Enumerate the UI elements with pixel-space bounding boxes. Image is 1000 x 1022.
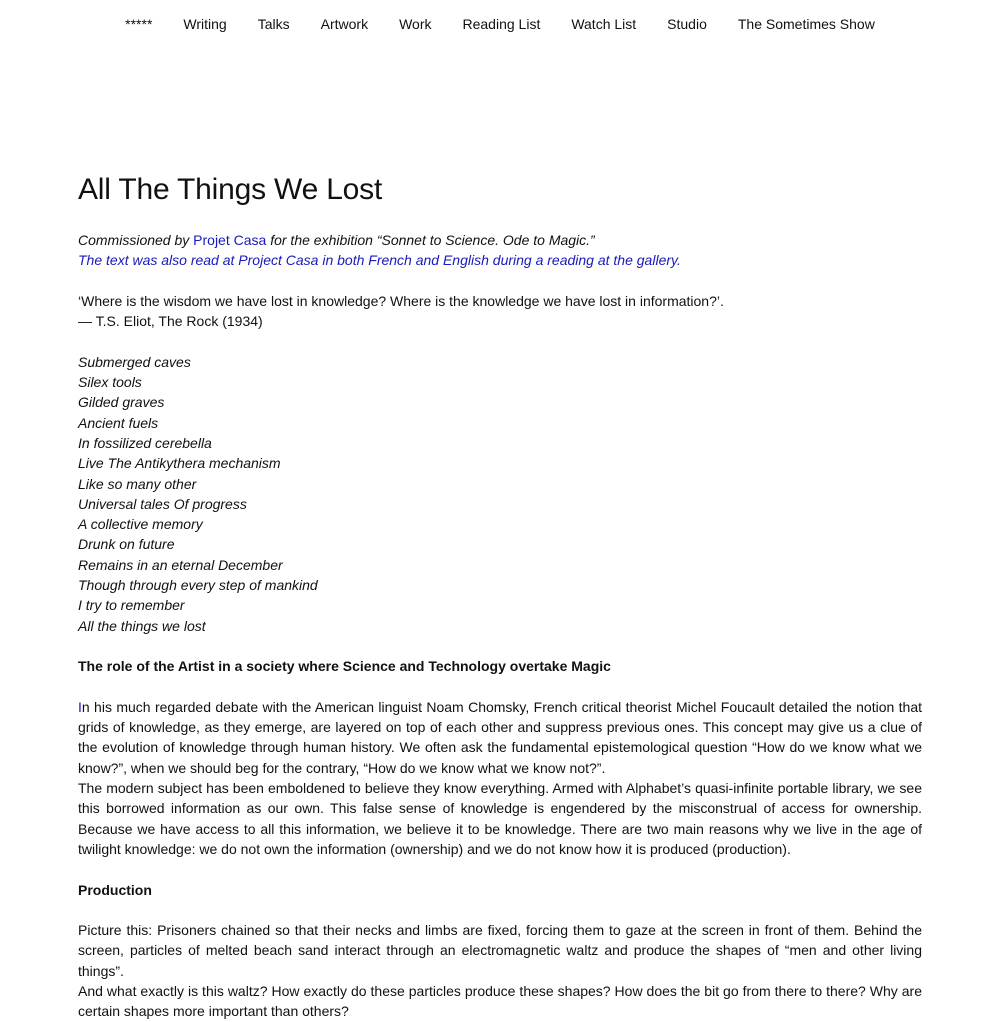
poem-line: Submerged caves [78,353,191,370]
commission-suffix: for the exhibition “Sonnet to Science. Ode to Magic.” [266,232,595,248]
nav-item-sometimes-show[interactable]: The Sometimes Show [737,16,875,32]
poem-line: Though through every step of mankind [78,577,318,594]
nav-item-reading-list[interactable]: Reading List [462,16,541,32]
epigraph-attribution: — T.S. Eliot, The Rock (1934) [78,313,263,330]
poem-line: A collective memory [78,516,203,533]
commission-note [78,230,922,250]
nav-item-studio[interactable]: Studio [667,16,707,32]
poem-line: Gilded graves [78,394,165,411]
paragraph-foucault [78,697,922,778]
nav-item-work[interactable]: Work [399,16,432,32]
poem-line: Drunk on future [78,536,175,553]
poem-line: Universal tales Of progress [78,495,247,512]
nav-item-artwork[interactable]: Artwork [320,16,369,32]
poem [78,352,922,636]
paragraph-prisoners: Picture this: Prisoners chained so that their necks and limbs are fixed, forcing them to gaze at the screen in front of them. Behind the screen, particles of melted beach sand interact through an electromagnetic waltz and produce the shapes of “men and other living things”. [78,922,922,979]
poem-line: Live The Antikythera mechanism [78,455,281,472]
poem-line: Silex tools [78,374,142,391]
paragraph-modern-subject: The modern subject has been emboldened to believe they know everything. Armed with Alphabet’s quasi-infinite portable library, we see this borrowed information as our own. This false sense of knowledge is engendered by the misconstrual of access for ownership. Because we have access to all this information, we believe it to be knowledge. There are two main reasons why we live in the age of twilight knowledge: we do not own the information (ownership) and we do not know how it is produced (production). [78,780,922,857]
nav-item-writing[interactable]: Writing [183,16,227,32]
nav-item-talks[interactable]: Talks [257,16,290,32]
poem-line: I try to remember [78,597,185,614]
paragraph-first-letter-link[interactable]: I [78,698,82,715]
section-heading-production: Production [78,881,152,898]
page-title: All The Things We Lost [78,173,383,206]
epigraph-quote: ‘Where is the wisdom we have lost in knowledge? Where is the knowledge we have lost in information?’. [78,292,724,309]
poem-line: All the things we lost [78,617,206,634]
commission-prefix: Commissioned by [78,232,194,248]
paragraph-foucault-text: n his much regarded debate with the American linguist Noam Chomsky, French critical theorist Michel Foucault detailed the notion that grids of knowledge, as they emerge, are layered on top of each other and suppress previous ones. This concept may give us a clue of the evolution of knowledge through human history. We often ask the fundamental epistemological question “How do we know what we know?”, when we should beg for the contrary, “How do we know what we know not?”. [78,698,922,776]
reading-note-link[interactable]: The text was also read at Project Casa in both French and English during a reading at the gallery. [78,252,681,269]
projet-casa-link[interactable]: Projet Casa [193,232,267,248]
poem-line: Remains in an eternal December [78,556,283,573]
poem-line: Ancient fuels [78,414,159,431]
poem-line: In fossilized cerebella [78,434,212,451]
section-heading-artist-role: The role of the Artist in a society where Science and Technology overtake Magic [78,658,611,675]
paragraph-waltz: And what exactly is this waltz? How exactly do these particles produce these shapes? How does the bit go from there to there? Why are certain shapes more important than others? [78,982,922,1020]
nav-item-watch-list[interactable]: Watch List [571,16,637,32]
poem-line: Like so many other [78,475,197,492]
top-navigation [0,14,1000,34]
nav-item-home[interactable]: ***** [125,16,153,32]
article [78,170,922,1022]
